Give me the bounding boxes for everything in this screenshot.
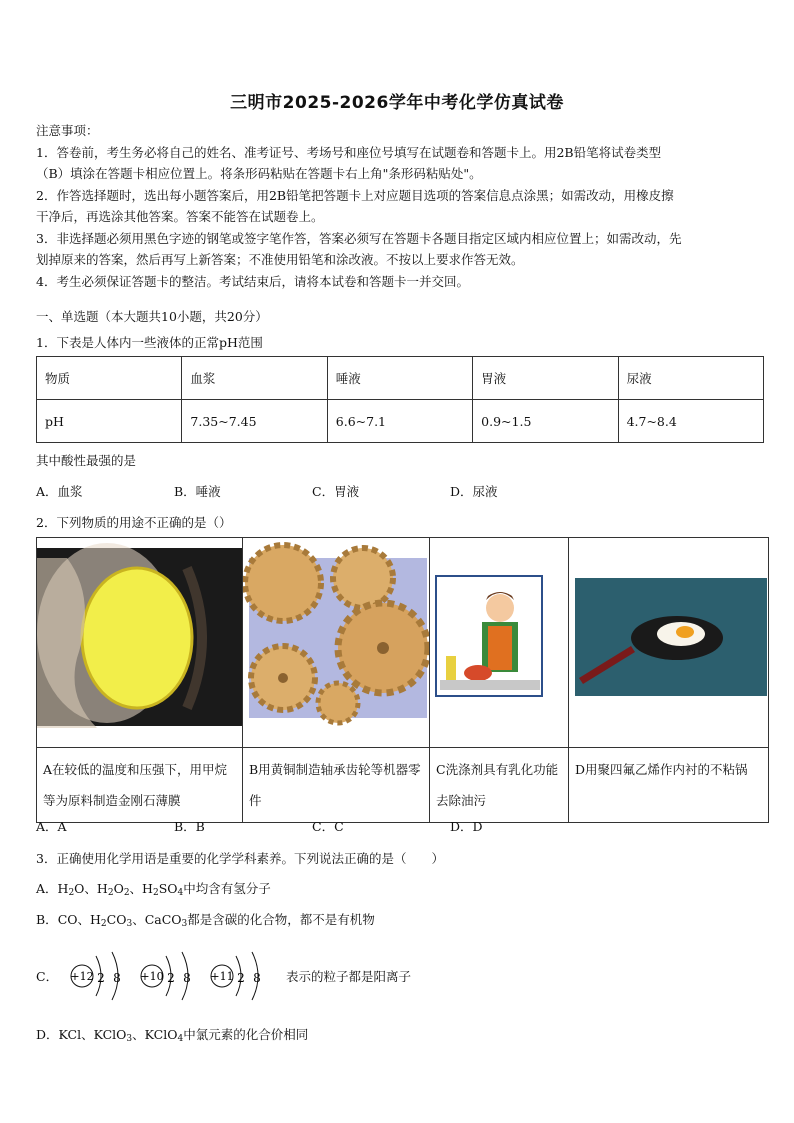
shell-label: 8	[253, 971, 261, 985]
q1-table-wrap	[36, 356, 762, 443]
option-a[interactable]: A．血浆	[36, 484, 83, 499]
washing-dishes-image	[430, 538, 569, 748]
notes-heading: 注意事项：	[36, 123, 99, 138]
option-text: 都是含碳的化合物，都不是有机物	[187, 912, 375, 927]
option-label: C．	[36, 969, 59, 984]
table-cell: pH	[37, 400, 182, 443]
formula: CO、$H_2CO_3$、CaCO$_3$	[57, 912, 188, 929]
gears-image	[243, 538, 430, 748]
q1-options	[36, 482, 762, 500]
nucleus-label: +11	[210, 970, 234, 983]
shell-label: 2	[167, 971, 175, 985]
table-cell: 物质	[37, 357, 182, 400]
q3-option-b[interactable]	[36, 910, 762, 929]
option-c[interactable]: C．C	[312, 819, 344, 834]
option-label: A．	[36, 881, 58, 896]
notes-line: （B）填涂在答题卡相应位置上。将条形码粘贴在答题卡右上角"条形码粘贴处"。	[36, 166, 482, 181]
q2-table-wrap	[36, 537, 762, 823]
option-c[interactable]: C．胃液	[312, 484, 360, 499]
table-row	[37, 538, 769, 748]
q2-stem: 2．下列物质的用途不正确的是（）	[36, 515, 232, 530]
table-row	[37, 748, 769, 823]
q3-stem: 3．正确使用化学用语是重要的化学学科素养。下列说法正确的是（ ）	[36, 851, 444, 866]
page-title: 三明市2025-2026学年中考化学仿真试卷	[230, 93, 564, 113]
table-cell: 6.6~7.1	[327, 400, 472, 443]
table-cell: 尿液	[618, 357, 763, 400]
atom-diagram	[210, 952, 260, 1000]
notes-line: 4．考生必须保证答题卡的整洁。考试结束后，请将本试卷和答题卡一并交回。	[36, 273, 469, 289]
table-row	[37, 400, 764, 443]
q3-option-d[interactable]	[36, 1025, 762, 1044]
ph-table	[36, 356, 764, 443]
option-b[interactable]: B．B	[174, 819, 205, 834]
table-row	[37, 357, 764, 400]
q1-question: 其中酸性最强的是	[36, 453, 137, 468]
nucleus-label: +10	[140, 970, 164, 983]
q2-image-table	[36, 537, 769, 823]
table-cell: 0.9~1.5	[473, 400, 618, 443]
notes-line: 干净后，再选涂其他答案。答案不能答在试题卷上。	[36, 209, 324, 224]
notes-line: 划掉原来的答案，然后再写上新答案；不准使用铅笔和涂改液。不按以上要求作答无效。	[36, 252, 524, 267]
table-cell: 胃液	[473, 357, 618, 400]
notes-section	[36, 120, 762, 292]
table-cell: 7.35~7.45	[182, 400, 327, 443]
option-label: D．	[36, 1027, 59, 1042]
table-cell: 血浆	[182, 357, 327, 400]
formula: $H_2O$、$H_2O_2$、$H_2SO_4$	[57, 881, 184, 898]
shell-label: 2	[237, 971, 245, 985]
shell-label: 2	[97, 971, 105, 985]
option-b[interactable]: B．唾液	[174, 484, 221, 499]
option-d[interactable]: D．D	[450, 819, 483, 834]
table-cell: B用黄铜制造轴承齿轮等机器零件	[243, 748, 430, 823]
q3-option-c[interactable]	[36, 950, 762, 1002]
q2-options	[36, 817, 762, 835]
option-label: B．	[36, 912, 58, 927]
notes-line: 1．答卷前，考生务必将自己的姓名、准考证号、考场号和座位号填写在试题卷和答题卡上。用2B铅笔将试卷类型	[36, 144, 662, 160]
atom-structure-diagrams	[70, 950, 280, 1002]
nonstick-pan-image	[569, 538, 769, 748]
notes-line: 2．作答选择题时，选出每小题答案后，用2B铅笔把答题卡上对应题目选项的答案信息点涂黑；如需改动，用橡皮擦	[36, 187, 674, 203]
section-heading: 一、单选题（本大题共10小题，共20分）	[36, 309, 268, 324]
atom-diagram	[140, 952, 190, 1000]
table-cell: D用聚四氟乙烯作内衬的不粘锅	[569, 748, 769, 823]
table-cell: 唾液	[327, 357, 472, 400]
option-a[interactable]: A．A	[36, 819, 67, 834]
option-text: 表示的粒子都是阳离子	[286, 969, 412, 984]
shell-label: 8	[183, 971, 191, 985]
notes-line: 3．非选择题必须用黑色字迹的钢笔或签字笔作答，答案必须写在答题卡各题目指定区域内相应位置上；如需改动，先	[36, 230, 682, 246]
option-d[interactable]: D．尿液	[450, 484, 498, 499]
q1-stem: 1．下表是人体内一些液体的正常pH范围	[36, 335, 263, 350]
table-cell: A在较低的温度和压强下，用甲烷等为原料制造金刚石薄膜	[37, 748, 243, 823]
diamond-film-image	[37, 538, 243, 748]
q3-option-a[interactable]	[36, 879, 762, 898]
shell-label: 8	[113, 971, 121, 985]
table-cell: C洗涤剂具有乳化功能去除油污	[430, 748, 569, 823]
atom-diagram	[70, 952, 120, 1000]
nucleus-label: +12	[70, 970, 94, 983]
option-text: 中氯元素的化合价相同	[183, 1027, 309, 1042]
option-text: 中均含有氢分子	[183, 881, 271, 896]
formula: KCl、KClO$_3$、KClO$_4$	[58, 1027, 184, 1044]
table-cell: 4.7~8.4	[618, 400, 763, 443]
